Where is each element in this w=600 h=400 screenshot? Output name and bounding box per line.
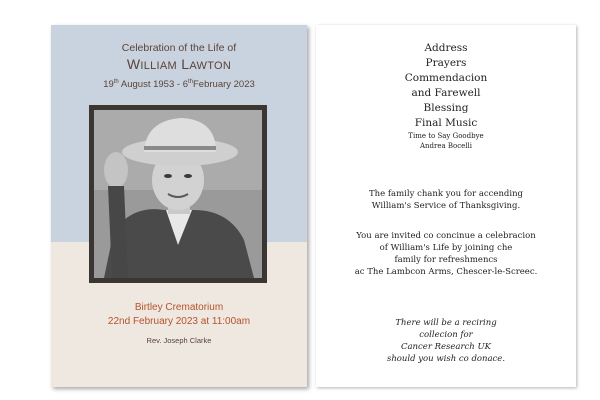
portrait-frame bbox=[89, 105, 267, 283]
portrait-illustration bbox=[94, 110, 262, 278]
life-dates: 19th August 1953 - 6thFebruary 2023 bbox=[103, 79, 255, 91]
music-artist: Andrea Bocelli bbox=[419, 142, 473, 150]
order-item: and Farewell bbox=[411, 87, 481, 99]
order-item: Address bbox=[424, 42, 468, 54]
order-item: Blessing bbox=[423, 102, 469, 114]
order-item: Prayers bbox=[425, 57, 467, 69]
deceased-name: WILLIAM LAWTON bbox=[126, 56, 232, 72]
refreshments-invitation: You are invited co concinue a celebracion of William's Life by joining che family for refreshmencs ac The Lambcon Arms, Chescer-le-Screec. bbox=[354, 231, 538, 277]
venue-name: Birtley Crematorium bbox=[134, 302, 224, 313]
portrait-photo bbox=[94, 110, 262, 278]
music-title: Time to Say Goodbye bbox=[408, 132, 484, 140]
service-date: 22nd February 2023 at 11:00am bbox=[107, 316, 251, 327]
order-of-service-front bbox=[51, 25, 307, 387]
thanks-message: The family chank you for accending William's Service of Thanksgiving. bbox=[368, 189, 523, 211]
celebration-heading: Celebration of the Life of bbox=[121, 42, 237, 54]
order-of-service-back bbox=[316, 25, 576, 387]
order-item: Final Music bbox=[414, 117, 478, 129]
officiant-name: Rev. Joseph Clarke bbox=[146, 336, 212, 345]
order-of-service-list bbox=[316, 41, 576, 151]
retiring-collection-note: There will be a reciring collecion for Cancer Research UK should you wish co donace. bbox=[386, 318, 506, 364]
order-item: Commendacion bbox=[404, 72, 488, 84]
